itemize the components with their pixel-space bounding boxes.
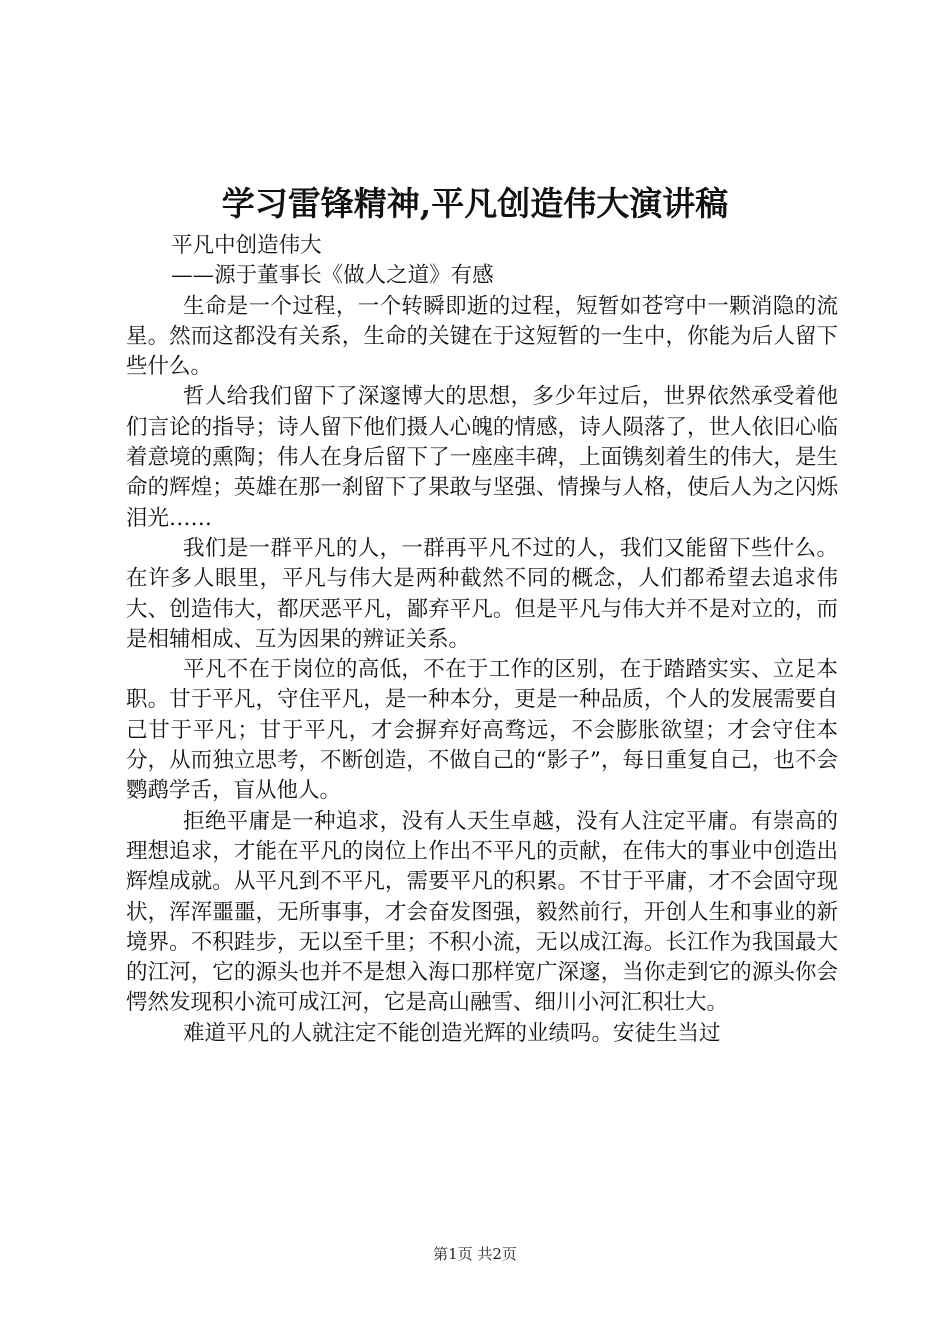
- page-footer: 第1页 共2页: [433, 1245, 517, 1263]
- subtitle: 平凡中创造伟大: [171, 233, 322, 258]
- paragraph: 拒绝平庸是一种追求，没有人天生卓越，没有人注定平庸。有崇高的理想追求，才能在平凡的岗位上作出不平凡的贡献，在伟大的事业中创造出辉煌成就。从平凡到不平凡，需要平凡的积累。不甘于平庸，才不会固守现状，浑浑噩噩，无所事事，才会奋发图强，毅然前行，开创人生和事业的新境界。不积跬步，无以至千里；不积小流，无以成江海。长江作为我国最大的江河，它的源头也并不是想入海口那样宽广深邃，当你走到它的源头你会愕然发现积小流可成江河，它是高山融雪、细川小河汇积壮大。: [126, 808, 838, 1016]
- paragraph: 生命是一个过程，一个转瞬即逝的过程，短暂如苍穹中一颗消隐的流星。然而这都没有关系，生命的关键在于这短暂的一生中，你能为后人留下些什么。: [126, 293, 838, 380]
- document-title: 学习雷锋精神,平凡创造伟大演讲稿: [221, 184, 729, 223]
- paragraph: 平凡不在于岗位的高低，不在于工作的区别，在于踏踏实实、立足本职。甘于平凡，守住平凡，是一种本分，更是一种品质，个人的发展需要自己甘于平凡；甘于平凡，才会摒弃好高骛远，不会膨胀欲望；才会守住本分，从而独立思考，不断创造，不做自己的“影子”，每日重复自己，也不会鹦鹉学舌，盲从他人。: [126, 657, 838, 804]
- paragraph: 我们是一群平凡的人，一群再平凡不过的人，我们又能留下些什么。在许多人眼里，平凡与伟大是两种截然不同的概念，人们都希望去追求伟大、创造伟大，都厌恶平凡，鄙弃平凡。但是平凡与伟大并不是对立的，而是相辅相成、互为因果的辨证关系。: [126, 535, 838, 652]
- source-line: ——源于董事长《做人之道》有感: [171, 263, 494, 289]
- document-body: [126, 231, 838, 1049]
- paragraph: 难道平凡的人就注定不能创造光辉的业绩吗。安徒生当过: [182, 1020, 721, 1046]
- paragraph: 哲人给我们留下了深邃博大的思想，多少年过后，世界依然承受着他们言论的指导；诗人留下他们摄人心魄的情感，诗人陨落了，世人依旧心临着意境的熏陶；伟人在身后留下了一座座丰碑，上面镌刻着生的伟大，是生命的辉煌；英雄在那一刹留下了果敢与坚强、情操与人格，使后人为之闪烁泪光……: [126, 384, 838, 531]
